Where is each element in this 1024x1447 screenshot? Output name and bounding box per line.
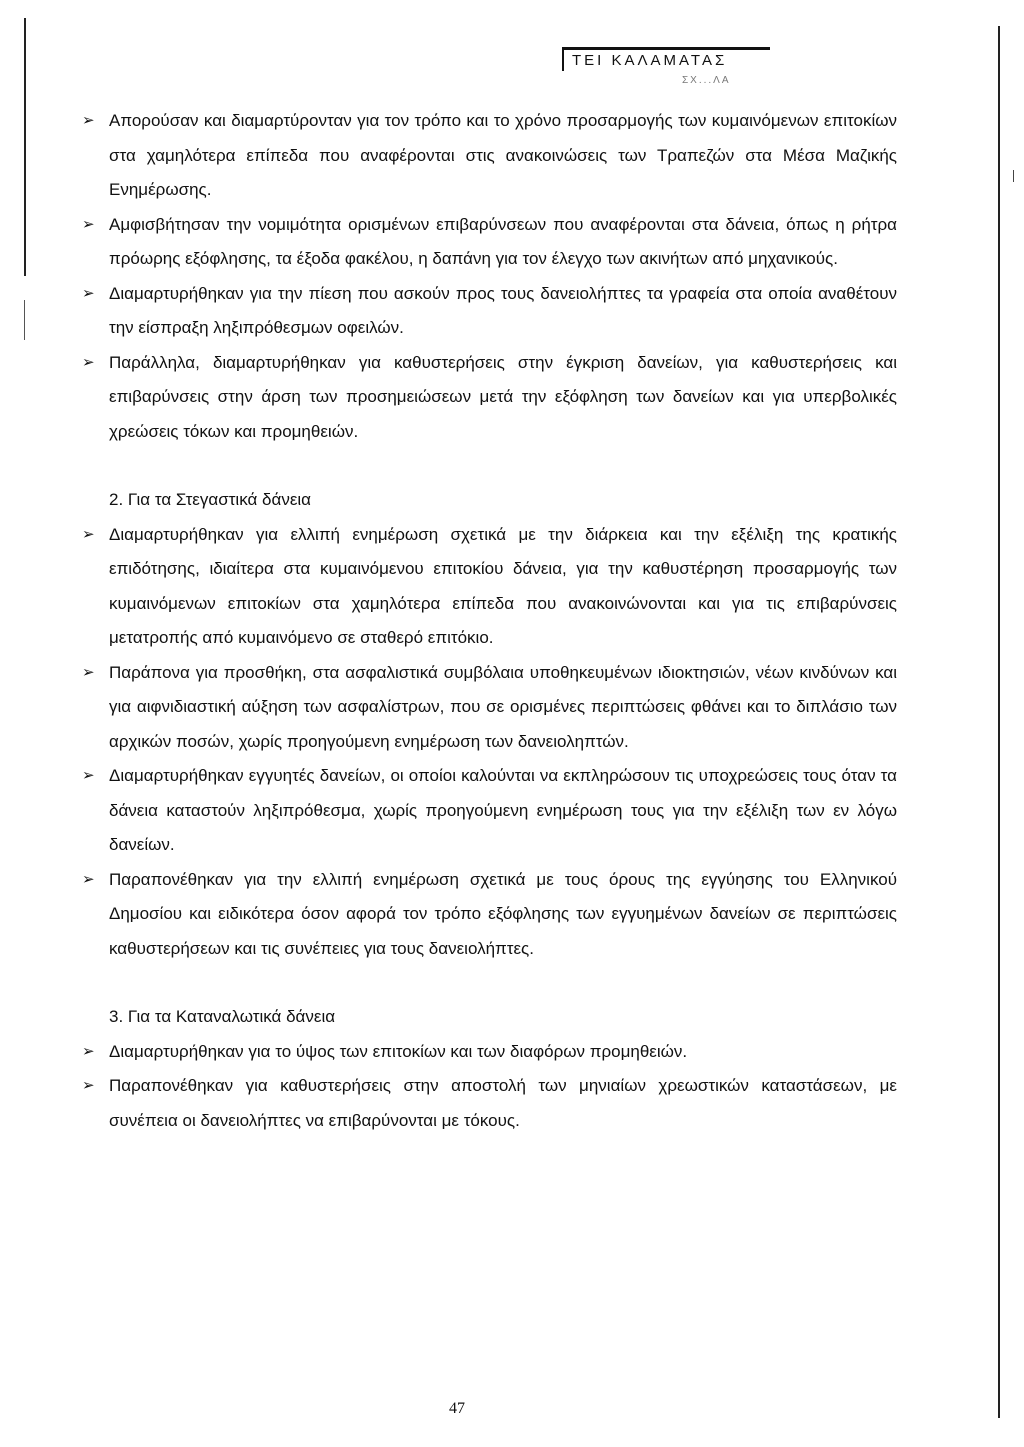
bullet-text: Διαμαρτυρήθηκαν για την πίεση που ασκούν προς τους δανειολήπτες τα γραφεία στα οποία αναθέτουν την είσπραξη ληξιπρόθεσμων οφειλών.: [109, 283, 897, 337]
bullet-text: Αμφισβήτησαν την νομιμότητα ορισμένων επιβαρύνσεων που αναφέρονται στα δάνεια, όπως η ρήτρα πρόωρης εξόφλησης, τα έξοδα φακέλου, η δαπάνη για τον έλεγχο των ακινήτων από μηχανικούς.: [109, 214, 897, 268]
arrow-bullet-icon: ➢: [82, 663, 95, 681]
bullet-item: [82, 759, 897, 863]
bullet-text: Διαμαρτυρήθηκαν εγγυητές δανείων, οι οποίοι καλούνται να εκπληρώσουν τις υποχρεώσεις τους όταν τα δάνεια καταστούν ληξιπρόθεσμα, χωρίς προηγούμενη ενημέρωση τους για την εξέλιξη των εν λόγω δανείων.: [109, 766, 897, 854]
bullet-text: Διαμαρτυρήθηκαν για ελλιπή ενημέρωση σχετικά με την διάρκεια και την εξέλιξη της κρατικής επιδότησης, ιδιαίτερα στα κυμαινόμενου επιτοκίου δάνεια, για την καθυστέρηση προσαρμογής των κυμαινόμενων επιτοκίων στα χαμηλότερα επίπεδα που ανακοινώνονται και για τις επιβαρύνσεις μετατροπής από κυμαινόμενο σε σταθερό επιτόκιο.: [109, 524, 897, 647]
arrow-bullet-icon: ➢: [82, 870, 95, 888]
library-stamp: [562, 47, 774, 97]
scan-edge-left-mark: [24, 300, 25, 340]
stamp-bar: [562, 47, 564, 71]
bullet-item: [82, 346, 897, 450]
section-heading-consumer-loans: 3. Για τα Καταναλωτικά δάνεια: [109, 1007, 336, 1026]
bullet-text: Διαμαρτυρήθηκαν για το ύψος των επιτοκίων και των διαφόρων προμηθειών.: [109, 1041, 688, 1061]
bullet-item: [82, 1035, 897, 1070]
page-number: 47: [449, 1400, 465, 1417]
bullet-text: Απορούσαν και διαμαρτύρονταν για τον τρόπο και το χρόνο προσαρμογής των κυμαινόμενων επιτοκίων στα χαμηλότερα επίπεδα που αναφέρονται στις ανακοινώσεις των Τραπεζών στα Μέσα Μαζικής Ενημέρωσης.: [109, 111, 897, 199]
bullet-item: [82, 518, 897, 656]
bullet-text: Παραπονέθηκαν για την ελλιπή ενημέρωση σχετικά με τους όρους της εγγύησης του Ελληνικού Δημοσίου και ειδικότερα όσον αφορά τον τρόπο εξόφλησης των εγγυημένων δανείων σε περιπτώσεις καθυστερήσεων και τις συνέπειες για τους δανειολήπτες.: [109, 869, 897, 958]
scan-edge-right-mark: [1013, 170, 1014, 182]
bullet-text: Παραπονέθηκαν για καθυστερήσεις στην αποστολή των μηνιαίων χρεωστικών καταστάσεων, με συνέπεια οι δανειολήπτες να επιβαρύνονται με τόκους.: [109, 1076, 897, 1130]
bullet-text: Παράλληλα, διαμαρτυρήθηκαν για καθυστερήσεις στην έγκριση δανείων, για καθυστερήσεις και επιβαρύνσεις στην άρση των προσημειώσεων μετά την εξόφληση των δανείων και για υπερβολικές χρεώσεις τόκων και προμηθειών.: [109, 352, 897, 441]
bullet-item: [82, 208, 897, 277]
bullet-item: [82, 104, 897, 208]
arrow-bullet-icon: ➢: [82, 112, 95, 129]
arrow-bullet-icon: ➢: [82, 767, 95, 784]
bullet-text: Παράπονα για προσθήκη, στα ασφαλιστικά συμβόλαια υποθηκευμένων ιδιοκτησιών, νέων κινδύνων και για αιφνιδιαστική αύξηση των ασφαλίστρων, που σε ορισμένες περιπτώσεις φθάνει και το διπλάσιο των αρχικών ποσών, χωρίς προηγούμενη ενημέρωση των δανειοληπτών.: [109, 662, 897, 751]
arrow-bullet-icon: ➢: [82, 284, 95, 302]
section-heading-housing-loans: 2. Για τα Στεγαστικά δάνεια: [109, 490, 312, 509]
scan-edge-left: [24, 18, 26, 276]
arrow-bullet-icon: ➢: [82, 353, 95, 371]
bullet-item: [82, 863, 897, 967]
bullet-item: [82, 277, 897, 346]
arrow-bullet-icon: ➢: [82, 1077, 95, 1094]
arrow-bullet-icon: ➢: [82, 215, 95, 233]
arrow-bullet-icon: ➢: [82, 525, 95, 543]
bullet-item: [82, 656, 897, 760]
document-body: [82, 104, 897, 1138]
stamp-title: ΤΕΙ ΚΑΛΑΜΑΤΑΣ: [572, 52, 728, 69]
stamp-rule: [562, 47, 770, 50]
arrow-bullet-icon: ➢: [82, 1042, 95, 1060]
bullet-item: [82, 1069, 897, 1138]
stamp-subtitle: ΣΧ...ΛΑ: [682, 75, 731, 86]
scan-edge-right: [998, 26, 1000, 1418]
